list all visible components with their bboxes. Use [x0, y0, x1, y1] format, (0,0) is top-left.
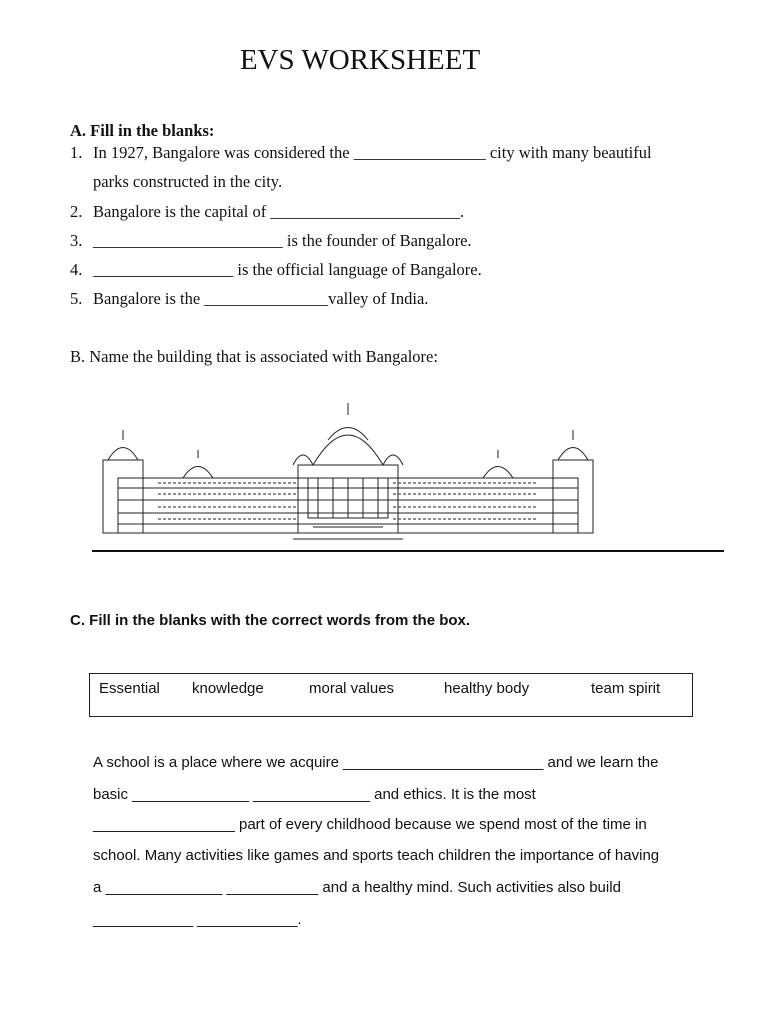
- question-5: [70, 289, 730, 311]
- paragraph-line: A school is a place where we acquire ________________________ and we learn the: [93, 754, 659, 771]
- building-illustration: [98, 400, 598, 545]
- question-text-continued: parks constructed in the city.: [93, 172, 283, 191]
- question-3: [70, 231, 730, 253]
- question-number: 2.: [70, 202, 83, 221]
- word-box-item: healthy body: [444, 680, 530, 697]
- question-text: Bangalore is the capital of _______________________.: [93, 202, 465, 221]
- question-number: 1.: [70, 143, 83, 162]
- paragraph-line: ____________ ____________.: [93, 911, 302, 928]
- question-number: 5.: [70, 289, 83, 308]
- question-text: _________________ is the official language of Bangalore.: [93, 260, 482, 279]
- question-text: _______________________ is the founder of Bangalore.: [93, 231, 472, 250]
- answer-line: [92, 550, 724, 552]
- question-1: [70, 143, 730, 203]
- paragraph-line: school. Many activities like games and sports teach children the importance of having: [93, 847, 660, 864]
- paragraph-line: basic ______________ ______________ and ethics. It is the most: [93, 786, 536, 803]
- word-box-item: knowledge: [192, 680, 264, 697]
- question-4: [70, 260, 730, 282]
- question-number: 4.: [70, 260, 83, 279]
- paragraph-line: _________________ part of every childhood because we spend most of the time in: [93, 816, 647, 833]
- section-a-heading: A. Fill in the blanks:: [70, 121, 215, 140]
- section-b-heading: B. Name the building that is associated with Bangalore:: [70, 347, 438, 366]
- question-number: 3.: [70, 231, 83, 250]
- section-c-heading: C. Fill in the blanks with the correct words from the box.: [70, 612, 471, 629]
- word-box-item: Essential: [99, 680, 160, 697]
- paragraph-line: a ______________ ___________ and a healthy mind. Such activities also build: [93, 879, 621, 896]
- word-box-item: team spirit: [591, 680, 661, 697]
- question-text: Bangalore is the _______________valley of India.: [93, 289, 429, 308]
- page-title: EVS WORKSHEET: [239, 44, 481, 76]
- question-2: [70, 202, 730, 224]
- word-box: [89, 673, 693, 717]
- word-box-item: moral values: [309, 680, 395, 697]
- question-text: In 1927, Bangalore was considered the ________________ city with many beautiful: [93, 143, 652, 162]
